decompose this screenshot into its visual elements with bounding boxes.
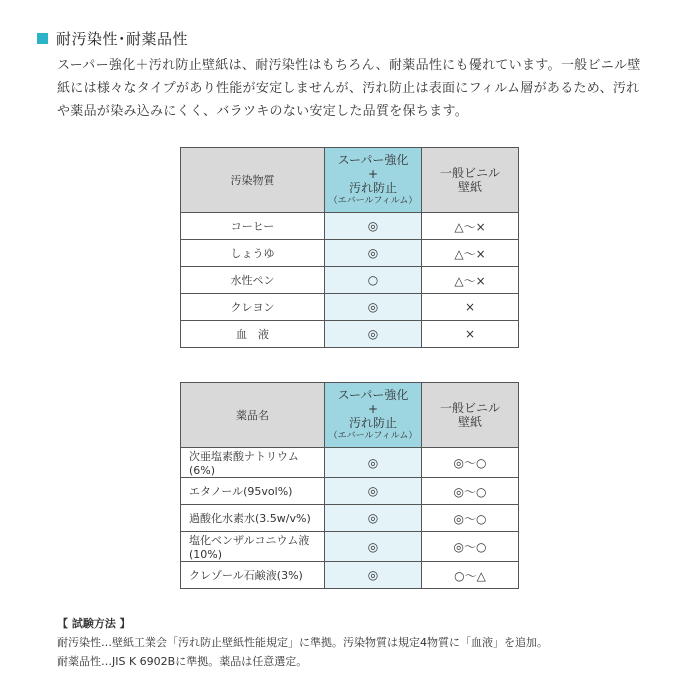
table-row bbox=[181, 505, 519, 532]
stain-resistance-table bbox=[180, 147, 519, 348]
intro-line: 紙には様々なタイプがあり性能が安定しませんが、汚れ防止は表面にフィルム層があるため、汚れ bbox=[57, 81, 640, 96]
intro-paragraph bbox=[57, 54, 677, 123]
general-rating: ◎～○ bbox=[422, 478, 519, 505]
test-method-notes bbox=[57, 614, 548, 671]
table-row bbox=[181, 213, 519, 240]
general-rating: × bbox=[422, 321, 519, 348]
header-subline: （エバールフィルム） bbox=[328, 196, 418, 206]
table-header-row bbox=[181, 148, 519, 213]
header-stain-substance: 汚染物質 bbox=[181, 148, 325, 213]
header-line: 壁紙 bbox=[457, 415, 482, 429]
super-rating: ○ bbox=[325, 267, 422, 294]
chemical-name: 塩化ベンザルコニウム液(10%) bbox=[181, 532, 325, 562]
substance-name: しょうゆ bbox=[181, 240, 325, 267]
general-rating: ◎～○ bbox=[422, 448, 519, 478]
general-rating: △～× bbox=[422, 267, 519, 294]
header-general-vinyl bbox=[422, 148, 519, 213]
table-header-row bbox=[181, 383, 519, 448]
section-heading bbox=[37, 28, 188, 49]
table-row bbox=[181, 267, 519, 294]
super-rating: ◎ bbox=[325, 240, 422, 267]
header-general-vinyl bbox=[422, 383, 519, 448]
table-row bbox=[181, 478, 519, 505]
table-row bbox=[181, 562, 519, 589]
super-rating: ◎ bbox=[325, 321, 422, 348]
super-rating: ◎ bbox=[325, 294, 422, 321]
header-line: 汚れ防止 bbox=[348, 416, 397, 430]
super-rating: ◎ bbox=[325, 532, 422, 562]
section-title: 耐汚染性･耐薬品性 bbox=[56, 30, 189, 48]
super-rating: ◎ bbox=[325, 448, 422, 478]
table-row bbox=[181, 448, 519, 478]
chemical-name: クレゾール石鹸液(3%) bbox=[181, 562, 325, 589]
intro-line: スーパー強化＋汚れ防止壁紙は、耐汚染性はもちろん、耐薬品性にも優れています。一般ビニル壁 bbox=[57, 58, 641, 73]
general-rating: ○～△ bbox=[422, 562, 519, 589]
general-rating: ◎～○ bbox=[422, 532, 519, 562]
test-method-title: 【 試験方法 】 bbox=[57, 617, 131, 630]
substance-name: コーヒー bbox=[181, 213, 325, 240]
header-line: スーパー強化 bbox=[337, 388, 409, 402]
substance-name: 血 液 bbox=[181, 321, 325, 348]
super-rating: ◎ bbox=[325, 505, 422, 532]
test-method-line: 耐薬品性…JIS K 6902Bに準拠。薬品は任意選定。 bbox=[57, 655, 308, 668]
super-rating: ◎ bbox=[325, 478, 422, 505]
header-line: 一般ビニル bbox=[439, 401, 500, 415]
chemical-name: 過酸化水素水(3.5w/v%) bbox=[181, 505, 325, 532]
heading-square-icon bbox=[37, 33, 48, 44]
table-row bbox=[181, 294, 519, 321]
substance-name: 水性ペン bbox=[181, 267, 325, 294]
table-row bbox=[181, 321, 519, 348]
chemical-resistance-table bbox=[180, 382, 519, 589]
general-rating: △～× bbox=[422, 240, 519, 267]
table-row bbox=[181, 240, 519, 267]
general-rating: ◎～○ bbox=[422, 505, 519, 532]
super-rating: ◎ bbox=[325, 213, 422, 240]
header-subline: （エバールフィルム） bbox=[328, 431, 418, 441]
chemical-name: 次亜塩素酸ナトリウム(6%) bbox=[181, 448, 325, 478]
general-rating: × bbox=[422, 294, 519, 321]
table-row bbox=[181, 532, 519, 562]
header-line: + bbox=[367, 402, 379, 416]
header-line: 壁紙 bbox=[457, 180, 482, 194]
general-rating: △～× bbox=[422, 213, 519, 240]
substance-name: クレヨン bbox=[181, 294, 325, 321]
super-rating: ◎ bbox=[325, 562, 422, 589]
header-chemical-name: 薬品名 bbox=[181, 383, 325, 448]
header-line: スーパー強化 bbox=[337, 153, 409, 167]
header-super-strong bbox=[325, 148, 422, 213]
header-line: + bbox=[367, 167, 379, 181]
header-line: 汚れ防止 bbox=[348, 181, 397, 195]
intro-line: や薬品が染み込みにくく、バラツキのない安定した品質を保ちます。 bbox=[57, 104, 469, 119]
chemical-name: エタノール(95vol%) bbox=[181, 478, 325, 505]
header-line: 一般ビニル bbox=[439, 166, 500, 180]
test-method-line: 耐汚染性…壁紙工業会「汚れ防止壁紙性能規定」に準拠。汚染物質は規定4物質に「血液」を追加。 bbox=[57, 636, 548, 649]
header-super-strong bbox=[325, 383, 422, 448]
